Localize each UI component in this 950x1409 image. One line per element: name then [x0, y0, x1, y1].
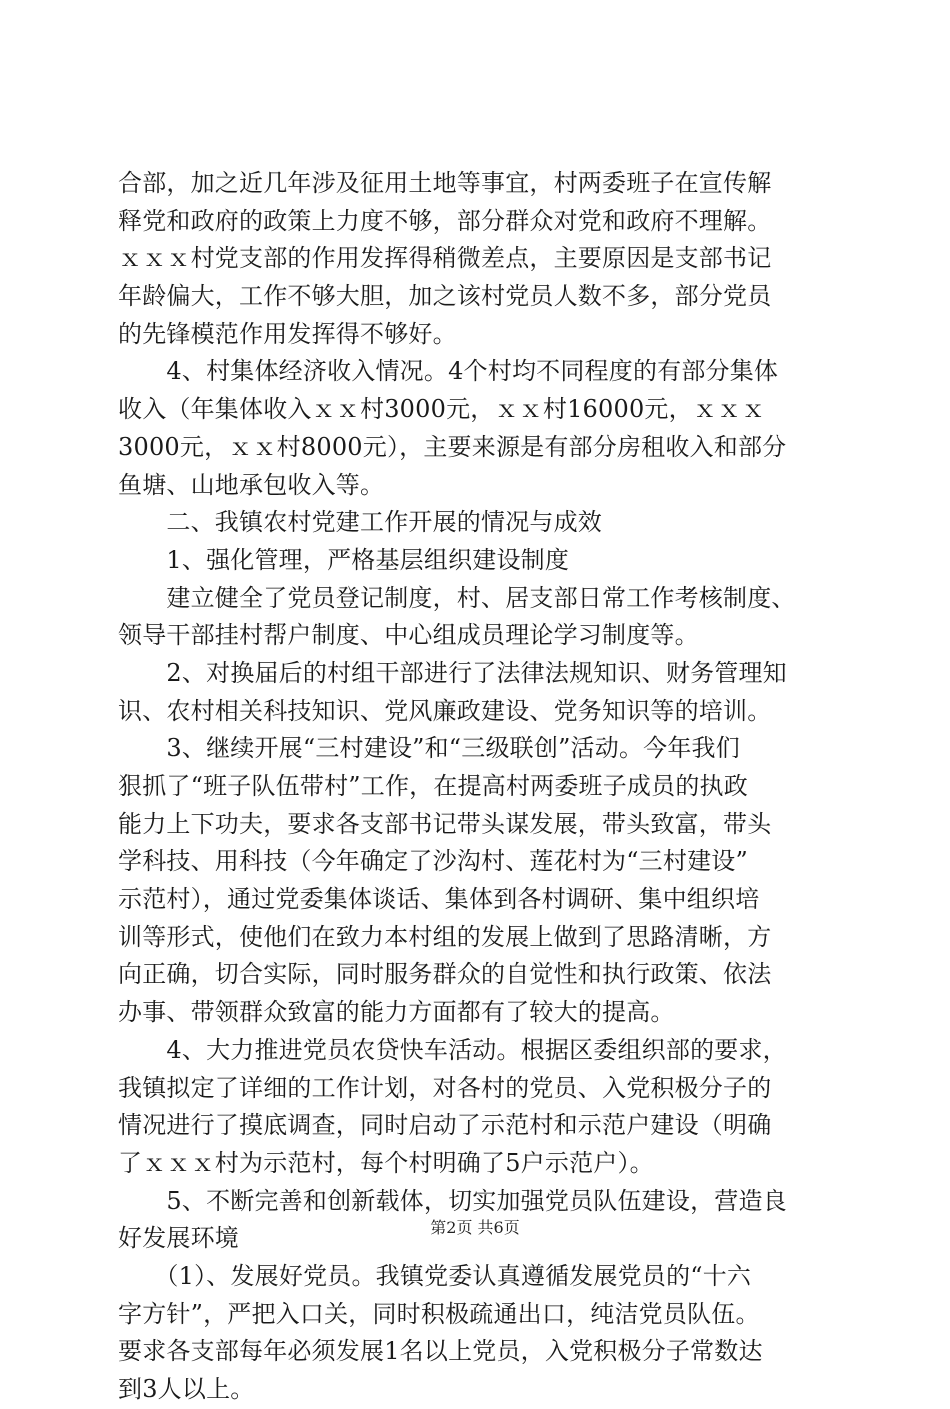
text-line: 了ｘｘｘ村为示范村，每个村明确了5户示范户）。: [118, 1148, 654, 1177]
text-line: 训等形式，使他们在致力本村组的发展上做到了思路清晰，方: [118, 922, 772, 951]
text-line: 字方针”，严把入口关，同时积极疏通出口，纯洁党员队伍。: [118, 1299, 760, 1328]
text-line: 狠抓了“班子队伍带村”工作，在提高村两委班子成员的执政: [118, 772, 748, 800]
text-line: 释党和政府的政策上力度不够，部分群众对党和政府不理解。: [118, 206, 772, 235]
text-line: 5、不断完善和创新载体，切实加强党员队伍建设，营造良: [118, 1186, 787, 1215]
text-line: 办事、带领群众致富的能力方面都有了较大的提高。: [118, 998, 675, 1027]
text-line: 识、农村相关科技知识、党风廉政建设、党务知识等的培训。: [118, 696, 772, 725]
text-line: 鱼塘、山地承包收入等。: [118, 470, 385, 499]
text-line: 3、继续开展“三村建设”和“三级联创”活动。今年我们: [118, 734, 740, 763]
text-line: ｘｘｘ村党支部的作用发挥得稍微差点，主要原因是支部书记: [118, 244, 772, 273]
page-indicator: 第2页 共6页: [430, 1218, 520, 1237]
text-line: 向正确，切合实际，同时服务群众的自觉性和执行政策、依法: [118, 960, 772, 989]
text-line: 3000元，ｘｘ村8000元），主要来源是有部分房租收入和部分: [118, 432, 787, 461]
text-line: 建立健全了党员登记制度，村、居支部日常工作考核制度、: [118, 583, 796, 612]
text-line: 情况进行了摸底调查，同时启动了示范村和示范户建设（明确: [118, 1111, 772, 1140]
text-line: （1）、发展好党员。我镇党委认真遵循发展党员的“十六: [118, 1261, 752, 1290]
page-footer: [0, 1218, 950, 1238]
text-line: 示范村），通过党委集体谈话、集体到各村调研、集中组织培: [118, 885, 760, 914]
text-line: 4、村集体经济收入情况。4个村均不同程度的有部分集体: [118, 357, 779, 386]
text-line: 要求各支部每年必须发展1名以上党员，入党积极分子常数达: [118, 1337, 763, 1366]
subsection-heading: 1、强化管理，严格基层组织建设制度: [118, 545, 570, 574]
text-line: 领导干部挂村帮户制度、中心组成员理论学习制度等。: [118, 621, 699, 650]
text-line: 好发展环境: [118, 1224, 239, 1253]
text-line: 能力上下功夫，要求各支部书记带头谋发展，带头致富，带头: [118, 809, 772, 838]
text-line: 到3人以上。: [118, 1375, 255, 1403]
text-line: 2、对换届后的村组干部进行了法律法规知识、财务管理知: [118, 658, 787, 687]
text-line: 我镇拟定了详细的工作计划，对各村的党员、入党积极分子的: [118, 1073, 772, 1102]
text-line: 学科技、用科技（今年确定了沙沟村、莲花村为“三村建设”: [118, 847, 748, 876]
section-heading: 二、我镇农村党建工作开展的情况与成效: [118, 508, 602, 537]
text-line: 的先锋模范作用发挥得不够好。: [118, 319, 457, 348]
text-line: 收入（年集体收入ｘｘ村3000元，ｘｘ村16000元，ｘｘｘ: [118, 395, 766, 424]
text-line: 年龄偏大，工作不够大胆，加之该村党员人数不多，部分党员: [118, 282, 772, 311]
text-line: 4、大力推进党员农贷快车活动。根据区委组织部的要求，: [118, 1035, 787, 1064]
text-line: 合部，加之近几年涉及征用土地等事宜，村两委班子在宣传解: [118, 169, 772, 197]
